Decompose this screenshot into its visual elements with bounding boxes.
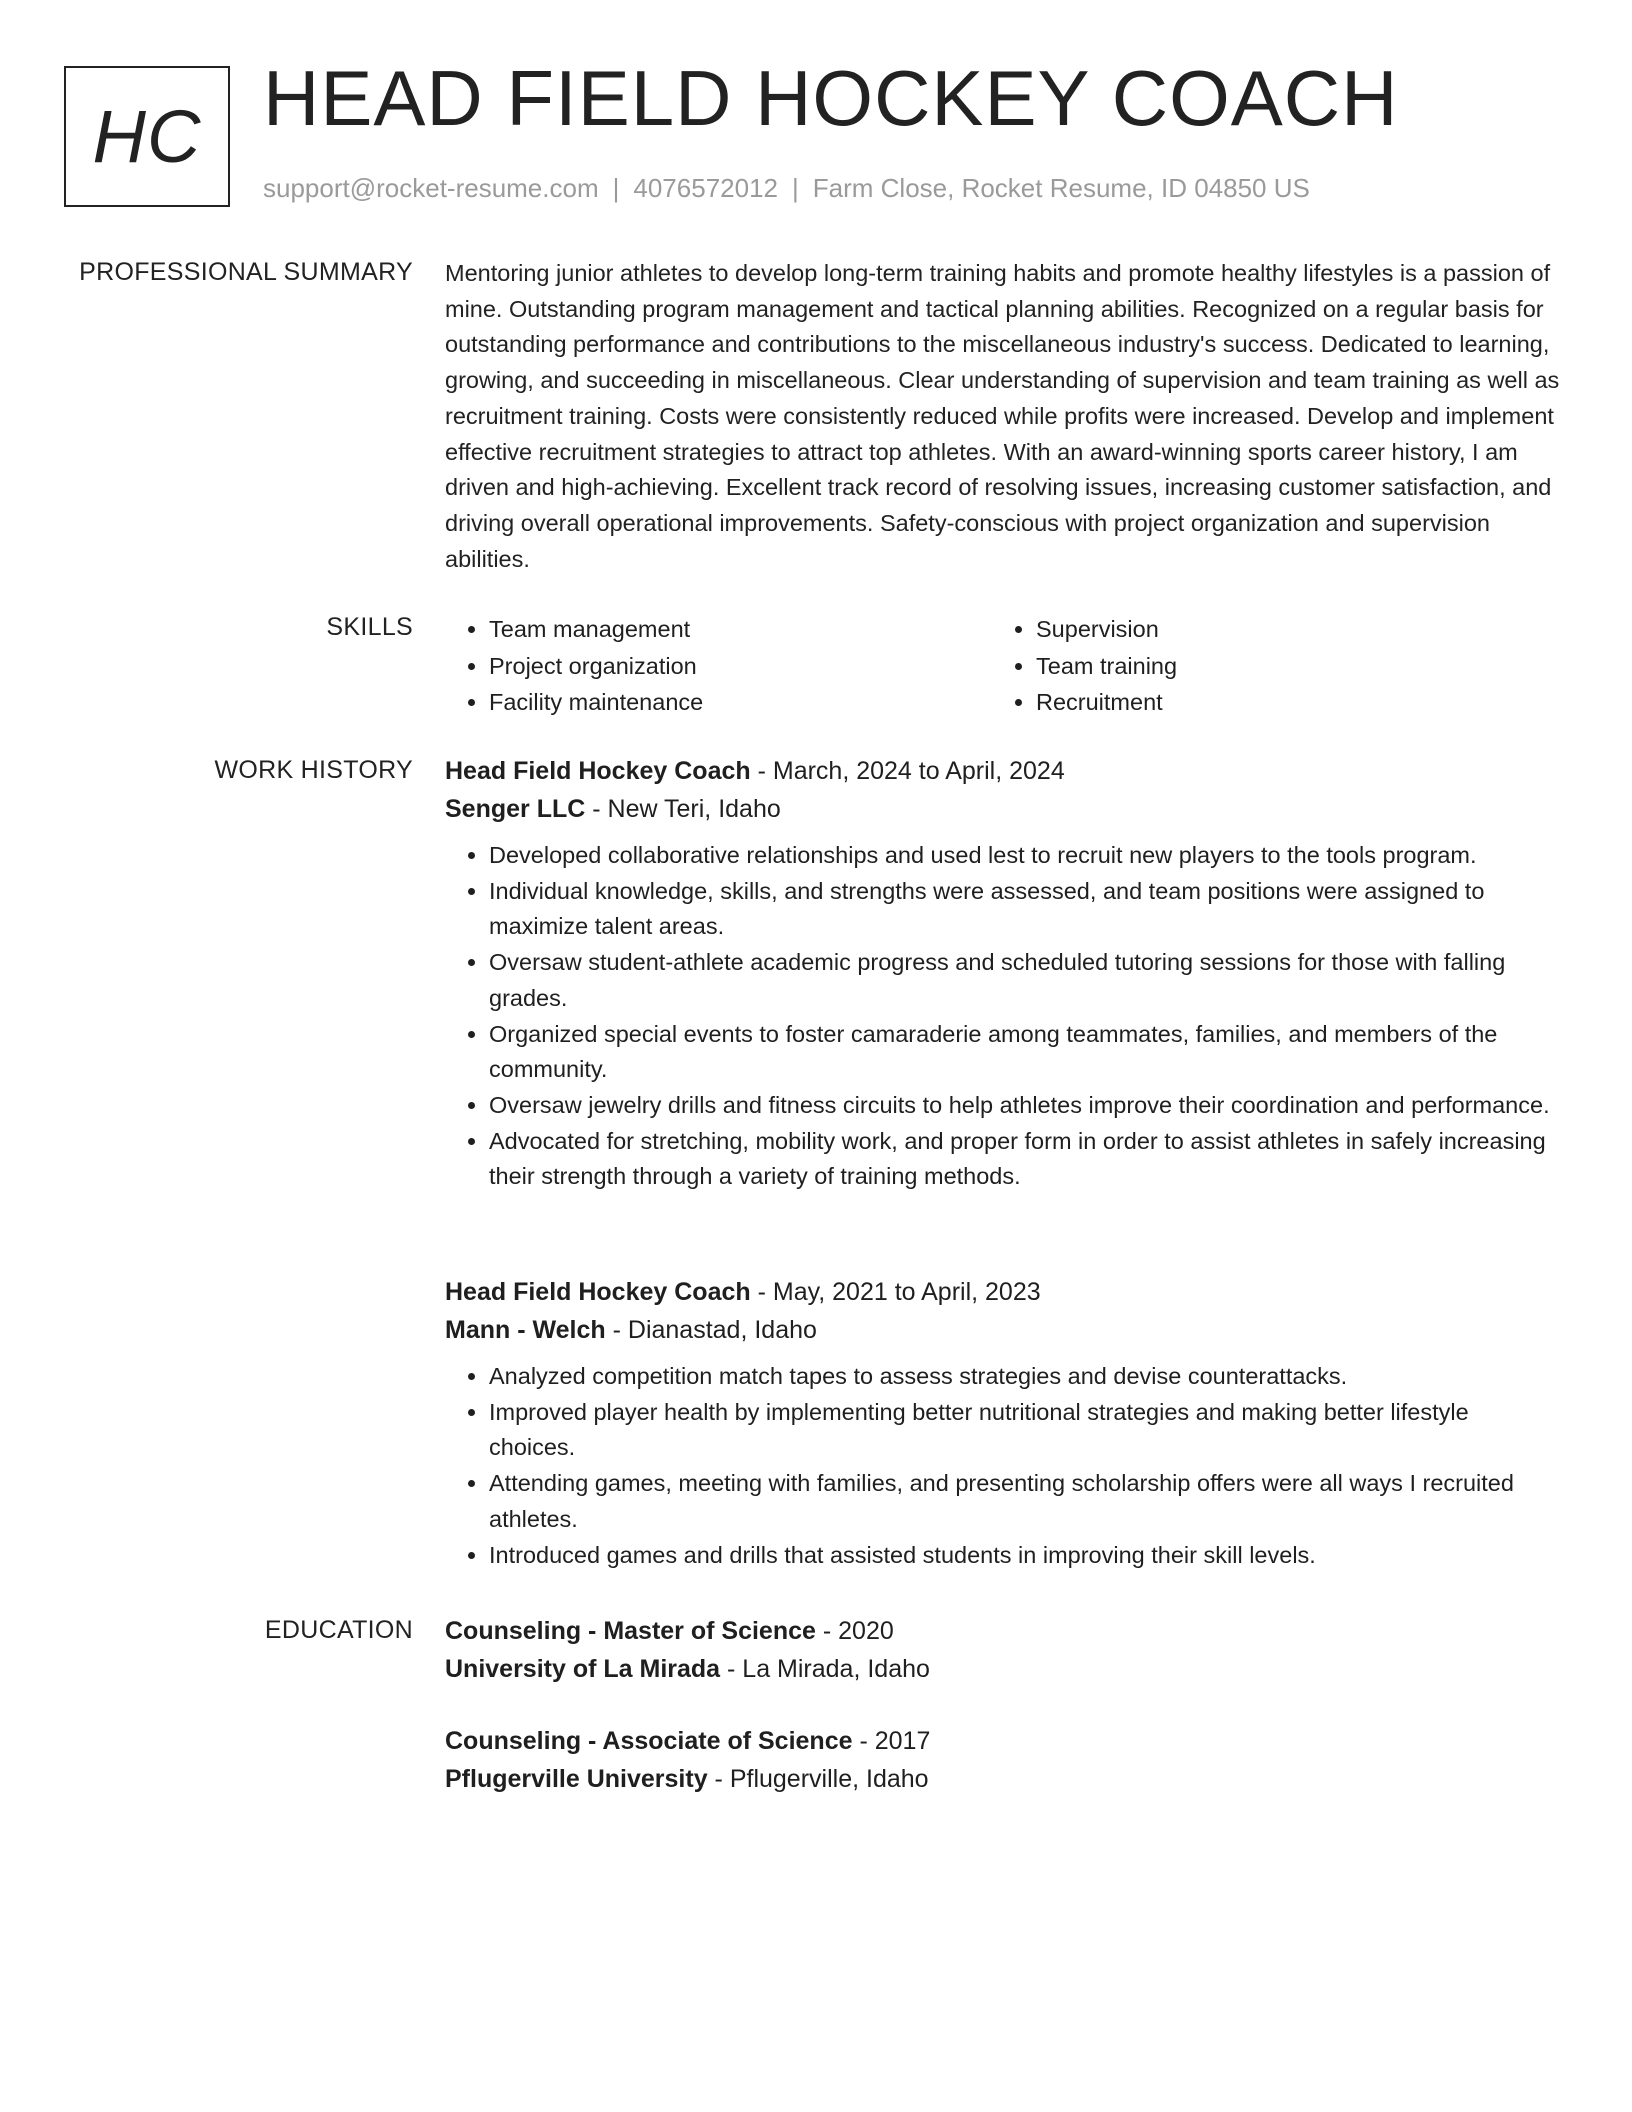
job-bullet: • Attending games, meeting with families, and presenting scholarship offers were all ways I recruited athletes.	[489, 1466, 1560, 1537]
skill-item: • Recruitment	[1036, 684, 1532, 721]
education-location: - La Mirada, Idaho	[720, 1655, 930, 1683]
job-title-line	[445, 752, 1560, 790]
job-company: Senger LLC	[445, 795, 586, 823]
job-location: - Dianastad, Idaho	[605, 1316, 817, 1344]
education-entry	[445, 1722, 1560, 1798]
job-entry	[445, 752, 1560, 1195]
education-degree: Counseling - Associate of Science	[445, 1727, 853, 1755]
contact-phone[interactable]: 4076572012	[633, 173, 778, 203]
job-bullet: • Advocated for stretching, mobility work, and proper form in order to assist athletes in safely increasing their strength through a variety of training methods.	[489, 1124, 1560, 1195]
monogram-box	[64, 66, 230, 207]
job-title: Head Field Hockey Coach	[445, 757, 751, 785]
education-degree-line	[445, 1722, 1560, 1760]
job-dates: - May, 2021 to April, 2023	[750, 1278, 1041, 1306]
monogram-initials: HC	[92, 95, 202, 178]
job-entry	[445, 1273, 1560, 1573]
job-location: - New Teri, Idaho	[585, 795, 781, 823]
job-bullets	[445, 1359, 1560, 1573]
work-history-body	[445, 752, 1560, 1195]
work-history-body	[445, 1273, 1560, 1573]
resume-title: HEAD FIELD HOCKEY COACH	[263, 54, 1399, 142]
education-entry	[445, 1612, 1560, 1688]
skills-heading: SKILLS	[326, 613, 413, 641]
education-body	[445, 1612, 1560, 1832]
contact-separator: |	[612, 173, 620, 203]
skills-list-left	[445, 611, 985, 721]
education-school-line	[445, 1760, 1560, 1798]
education-year: - 2017	[852, 1727, 931, 1755]
skill-item: • Project organization	[489, 648, 985, 685]
skills-column-left	[445, 611, 985, 721]
contact-address: Farm Close, Rocket Resume, ID 04850 US	[812, 173, 1310, 203]
education-school-line	[445, 1650, 1560, 1688]
education-degree: Counseling - Master of Science	[445, 1617, 816, 1645]
job-title: Head Field Hockey Coach	[445, 1278, 751, 1306]
contact-email[interactable]: support@rocket-resume.com	[263, 173, 599, 203]
job-bullet: • Improved player health by implementing better nutritional strategies and making better lifestyle choices.	[489, 1395, 1560, 1466]
summary-text: Mentoring junior athletes to develop long-term training habits and promote healthy lifestyles is a passion of mine. Outstanding program management and tactical planning abilities. Recognized on a regular basis for outstanding performance and contributions to the miscellaneous industry's success. Dedicated to learning, growing, and succeeding in miscellaneous. Clear understanding of supervision and team training as well as recruitment training. Costs were consistently reduced while profits were increased. Develop and implement effective recruitment strategies to attract top athletes. With an award-winning sports career history, I am driven and high-achieving. Excellent track record of resolving issues, increasing customer satisfaction, and driving overall operational improvements. Safety-conscious with project organization and supervision abilities.	[445, 260, 1560, 572]
job-company-line	[445, 1311, 1560, 1349]
contact-separator: |	[792, 173, 799, 203]
education-year: - 2020	[815, 1617, 894, 1645]
job-bullet: • Oversaw student-athlete academic progress and scheduled tutoring sessions for those with falling grades.	[489, 945, 1560, 1016]
job-company: Mann - Welch	[445, 1316, 606, 1344]
education-school: Pflugerville University	[445, 1765, 708, 1793]
skill-item: • Supervision	[1036, 611, 1532, 648]
summary-body	[445, 256, 1560, 577]
job-bullet: • Organized special events to foster camaraderie among teammates, families, and members of the community.	[489, 1017, 1560, 1088]
contact-line	[263, 173, 1310, 204]
skills-column-right	[992, 611, 1532, 721]
job-bullets	[445, 838, 1560, 1195]
job-bullet: • Individual knowledge, skills, and strengths were assessed, and team positions were assigned to maximize talent areas.	[489, 874, 1560, 945]
skills-body	[445, 611, 1560, 731]
education-location: - Pflugerville, Idaho	[707, 1765, 929, 1793]
summary-heading: PROFESSIONAL SUMMARY	[79, 258, 413, 286]
job-bullet: • Introduced games and drills that assisted students in improving their skill levels.	[489, 1538, 1560, 1574]
job-bullet: • Analyzed competition match tapes to assess strategies and devise counterattacks.	[489, 1359, 1560, 1395]
skills-list-right	[992, 611, 1532, 721]
job-bullet: • Oversaw jewelry drills and fitness circuits to help athletes improve their coordination and performance.	[489, 1088, 1560, 1124]
education-school: University of La Mirada	[445, 1655, 721, 1683]
job-bullet: • Developed collaborative relationships and used lest to recruit new players to the tools program.	[489, 838, 1560, 874]
education-degree-line	[445, 1612, 1560, 1650]
job-company-line	[445, 790, 1560, 828]
job-title-line	[445, 1273, 1560, 1311]
education-heading: EDUCATION	[264, 1616, 413, 1644]
skill-item: • Facility maintenance	[489, 684, 985, 721]
work-history-heading: WORK HISTORY	[214, 756, 413, 784]
skill-item: • Team management	[489, 611, 985, 648]
skill-item: • Team training	[1036, 648, 1532, 685]
job-dates: - March, 2024 to April, 2024	[750, 757, 1065, 785]
